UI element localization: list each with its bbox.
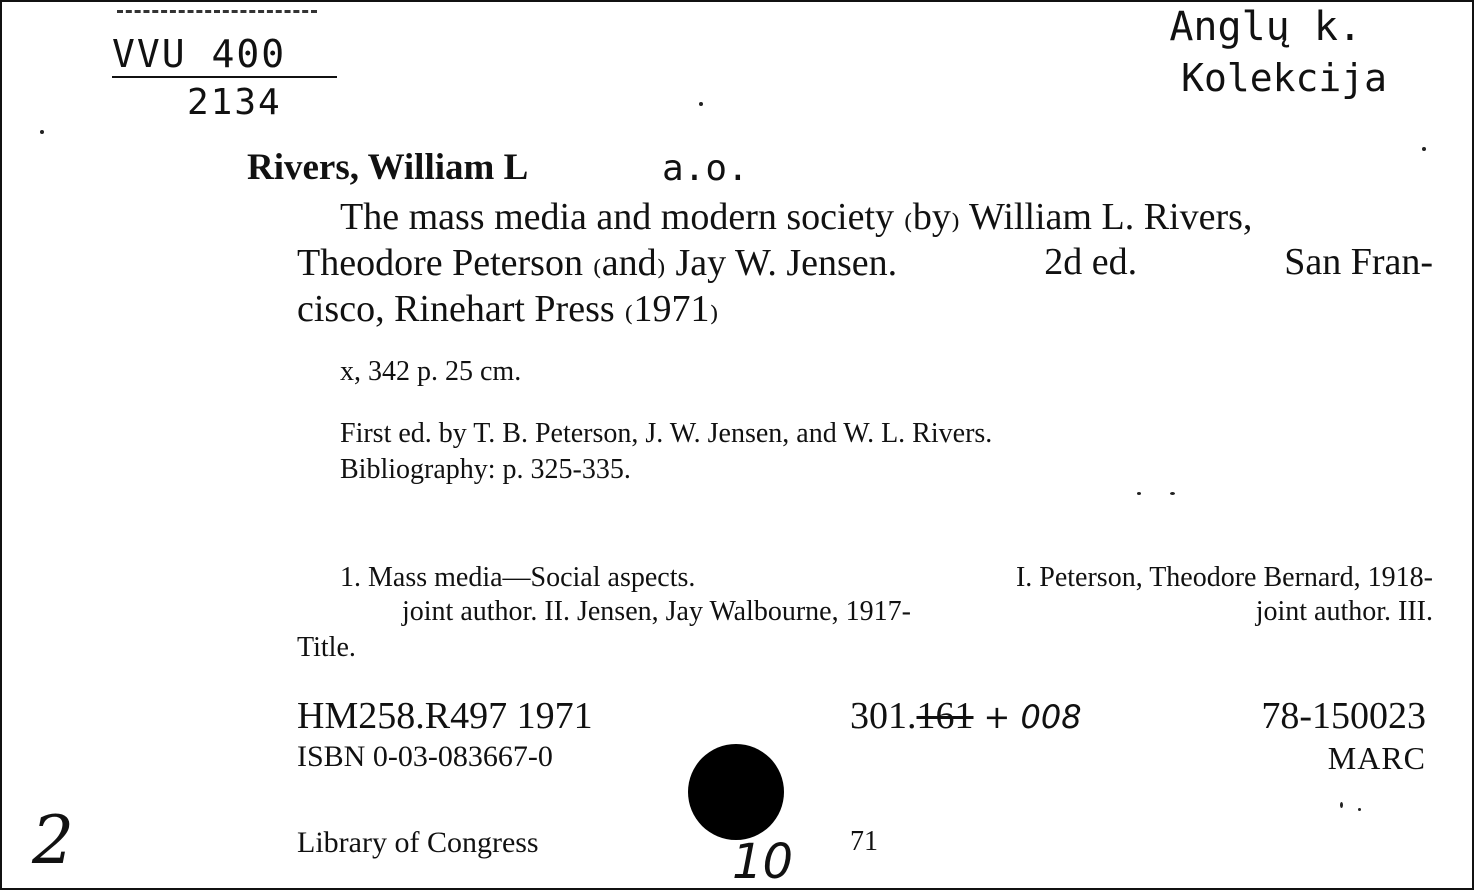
card-code: 71	[850, 826, 878, 857]
edition-statement: 2d ed.	[1044, 241, 1138, 283]
collection-language: Anglų k.	[1169, 4, 1362, 50]
main-entry-author: Rivers, William L	[247, 147, 529, 188]
collation: x, 342 p. 25 cm.	[340, 356, 522, 387]
speck	[40, 130, 44, 134]
title-line-1: The mass media and modern society ₍by₎ William L. Rivers,	[340, 196, 1253, 238]
note-bibliography: Bibliography: p. 325-335.	[340, 454, 631, 485]
isbn: ISBN 0-03-083667-0	[297, 740, 553, 773]
tracing-added-entry-1: I. Peterson, Theodore Bernard, 1918-	[1015, 562, 1433, 593]
lc-call-number: HM258.R497 1971	[297, 695, 593, 737]
title-line-2-part: Theodore Peterson ₍and₎ Jay W. Jensen.	[297, 242, 898, 284]
speck	[1422, 147, 1426, 151]
dewey-handwritten: + 008	[983, 698, 1082, 736]
speck	[1340, 802, 1343, 808]
handwritten-bottom-mark: 10	[732, 834, 794, 890]
tracing-title-entry: joint author. III.	[1255, 596, 1433, 627]
marc-label: MARC	[1327, 740, 1426, 776]
collection-label: Kolekcija	[1181, 56, 1387, 100]
library-of-congress: Library of Congress	[297, 826, 539, 859]
title-line-3: cisco, Rinehart Press ₍1971₎	[297, 288, 719, 330]
handwritten-left-mark: 2	[32, 802, 74, 879]
tracing-subject: 1. Mass media—Social aspects.	[340, 562, 696, 593]
speck	[1358, 808, 1361, 811]
dewey-base: 301.	[850, 695, 917, 737]
author-addition: a.o.	[662, 148, 749, 189]
dewey-number	[850, 694, 1082, 738]
tracing-added-entry-2: joint author. II. Jensen, Jay Walbourne, 1917-	[402, 596, 911, 627]
tracing-line-1	[340, 562, 1433, 594]
title-line-2-place: San Fran-	[1284, 241, 1433, 283]
note-edition: First ed. by T. B. Peterson, J. W. Jensen, and W. L. Rivers.	[340, 418, 993, 449]
dewey-struck-digits: 161	[916, 695, 974, 737]
tracing-line-2	[402, 596, 1433, 628]
tracing-line-3: Title.	[297, 632, 356, 663]
punch-hole	[688, 744, 784, 840]
top-smudge	[117, 10, 317, 17]
call-number-rule	[112, 76, 337, 78]
lccn: 78-150023	[1261, 695, 1426, 737]
speck	[699, 102, 703, 106]
title-line-2	[297, 240, 1433, 285]
call-number-line1: VVU 400	[112, 32, 287, 76]
call-number-line2: 2134	[187, 82, 282, 123]
speck	[1137, 492, 1141, 495]
speck	[1170, 492, 1175, 495]
